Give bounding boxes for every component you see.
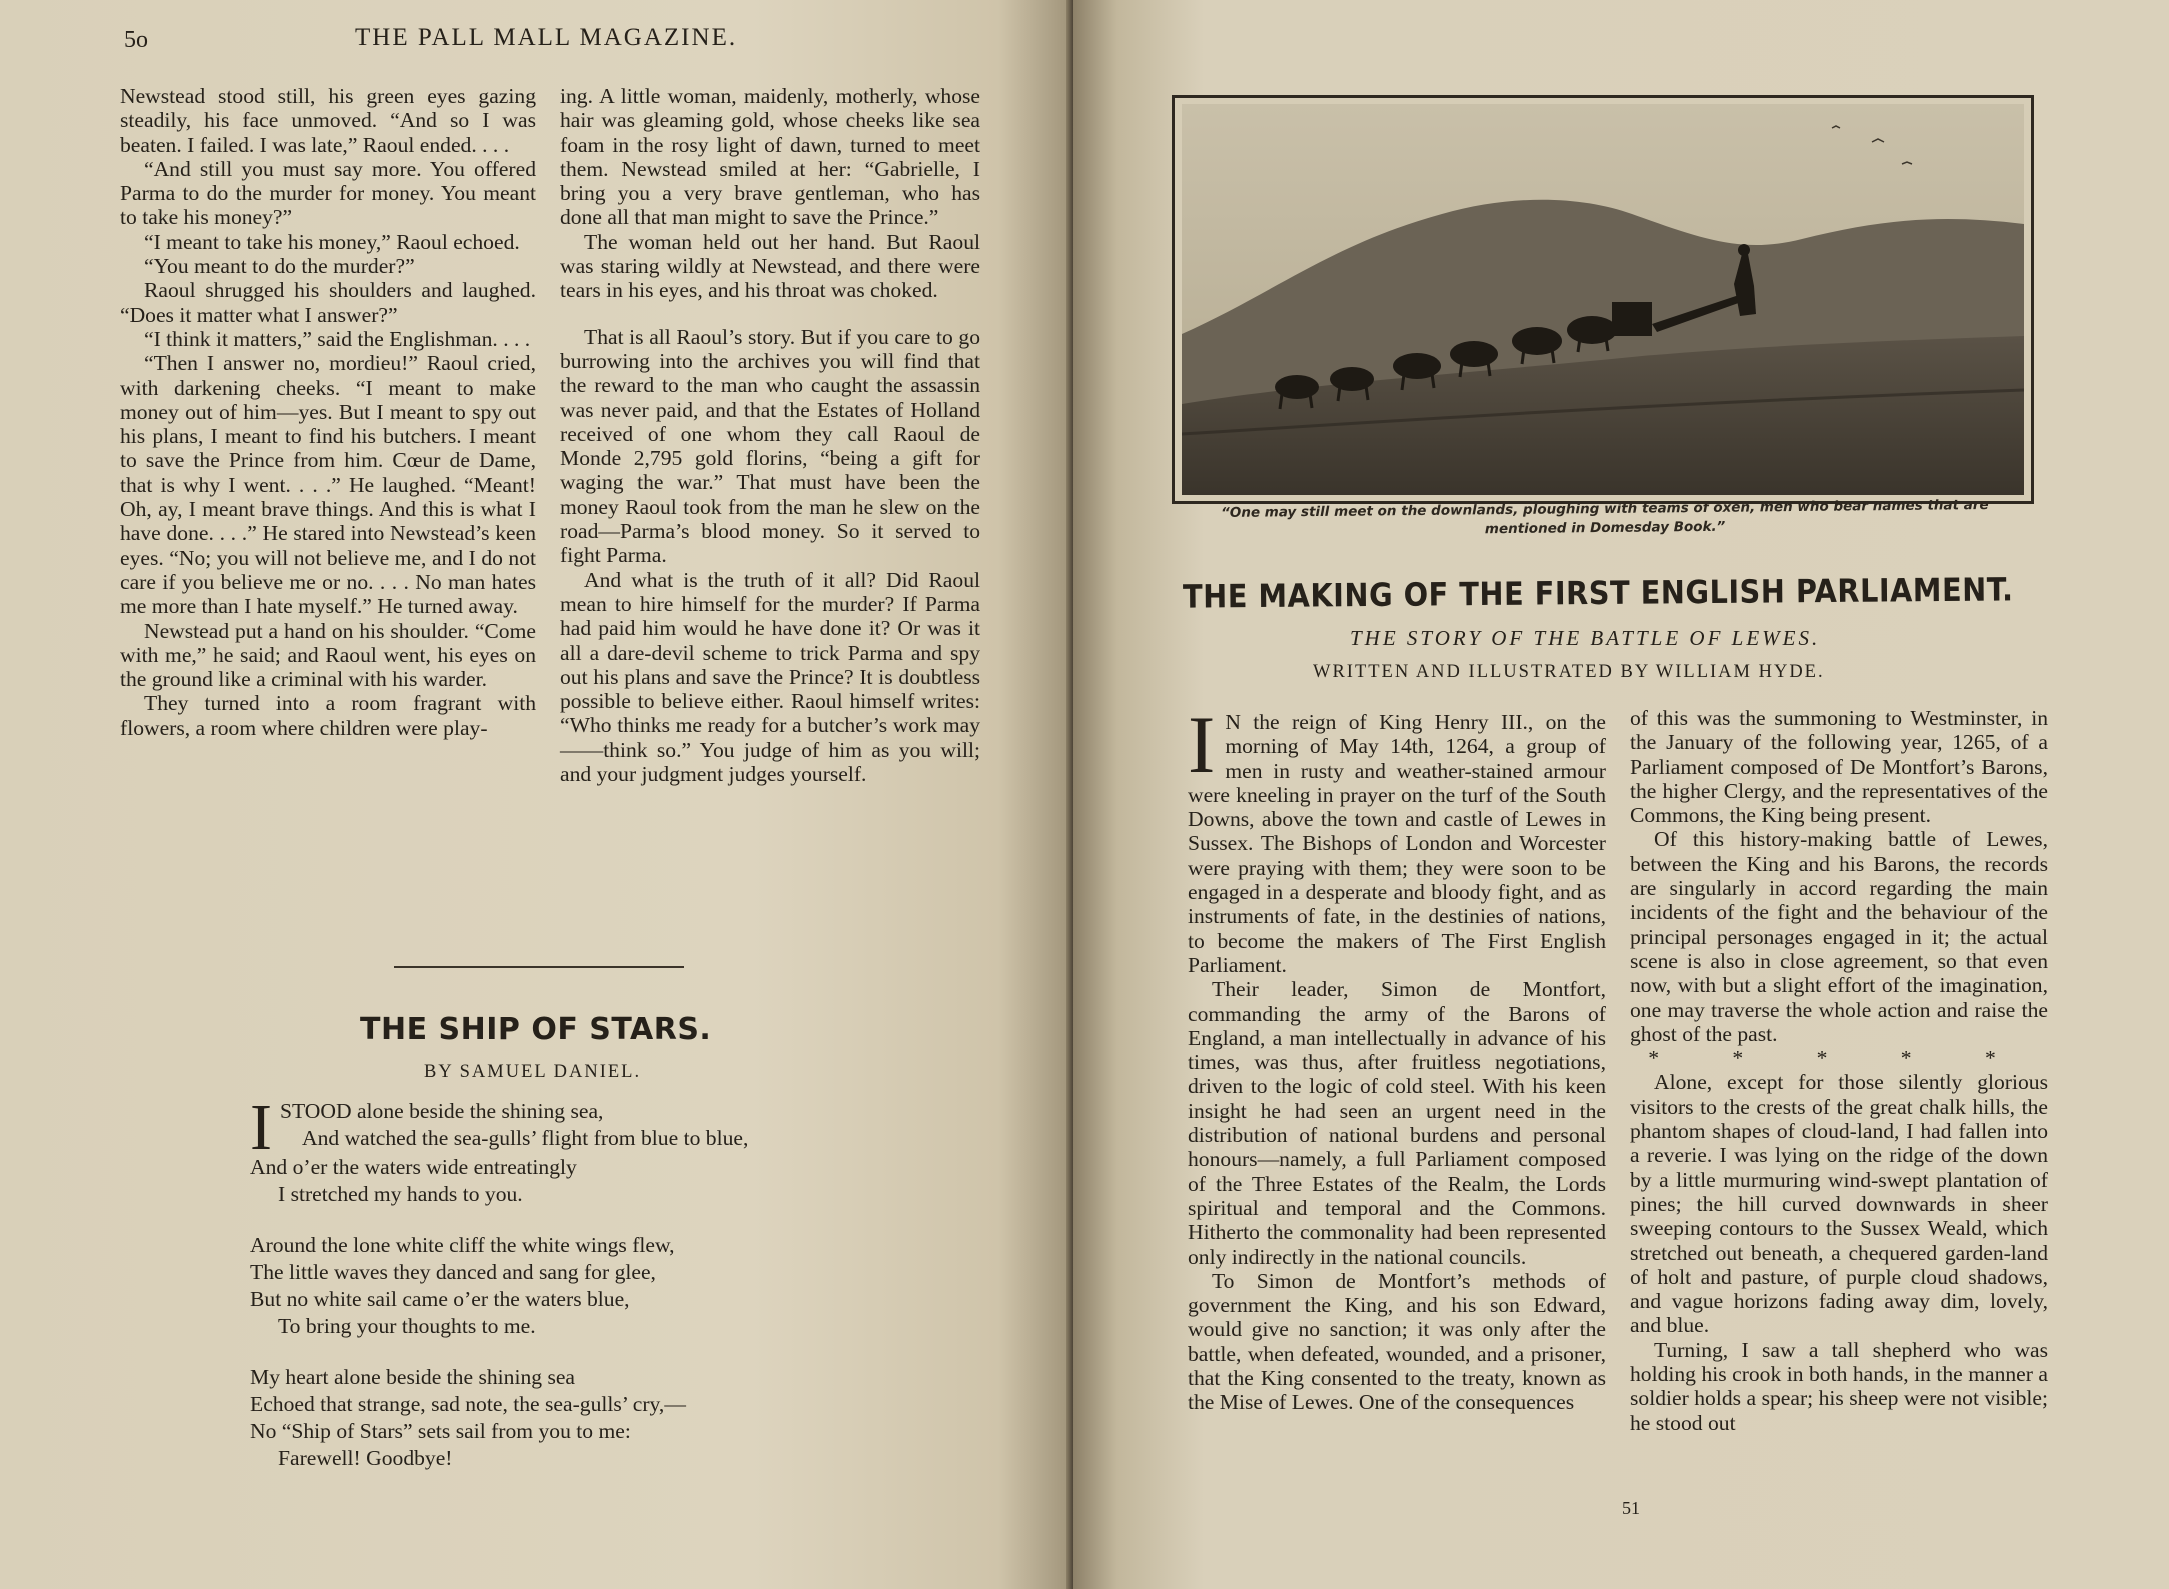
poem-line: And o’er the waters wide entreatingly (250, 1155, 577, 1179)
right-column-2 (1630, 706, 2048, 1435)
paragraph: Alone, except for those silently glorious visitors to the crests of the great chalk hills, the phantom shapes of cloud-land, I had fallen into a reverie. I was lying on the ridge of the down by a little murmuring wind-swept plantation of pines; the hill curved downwards in sheer sweeping contours to the Sussex Weald, which stretched out beneath, a chequered garden-land of holt and pasture, of purple cloud shadows, and vague horizons fading away dim, lovely, and blue. (1630, 1070, 2048, 1338)
poem-byline: BY SAMUEL DANIEL. (424, 1062, 642, 1082)
article-byline: WRITTEN AND ILLUSTRATED BY WILLIAM HYDE. (1313, 662, 1825, 682)
paragraph: They turned into a room fragrant with flowers, a room where children were play- (120, 691, 536, 740)
paragraph: The woman held out her hand. But Raoul was staring wildly at Newstead, and there were tears in his eyes, and his throat was choked. (560, 229, 980, 303)
drop-cap: I (1188, 699, 1216, 790)
paragraph: That is all Raoul’s story. But if you care to go burrowing into the archives you will find that the reward to the man who caught the assassin was never paid, and that the Estates of Holland received of one whom they call Raoul de Monde 2,795 gold florins, “being a gift for waging the war.” That must have been the money Raoul took from the man he slew on the road—Parma’s blood money. So it served to fight Parma. (560, 324, 980, 568)
section-break: * * * * * (1648, 1046, 2030, 1071)
paragraph: And what is the truth of it all? Did Raoul mean to hire himself for the murder? If Parma had paid him would he have done it? Or was it all a dare-devil scheme to trick Parma and spy out his plans and save the Prince? It is doubtless possible to believe either. Raoul himself writes: “Who thinks me ready for a butcher’s work may——think so.” You judge of him as you will; and your judgment judges yourself. (560, 567, 980, 787)
paragraph: ing. A little woman, maidenly, motherly, whose hair was gleaming gold, whose cheeks like sea foam in the rosy light of dawn, turned to meet them. Newstead smiled at her: “Gabrielle, I bring you a very brave gentleman, who has done all that man might to save the Prince.” (560, 84, 980, 230)
article-subtitle: THE STORY OF THE BATTLE OF LEWES. (1350, 626, 1821, 650)
paragraph: “You meant to do the murder?” (144, 254, 415, 279)
paragraph: “I think it matters,” said the Englishman. . . . (144, 326, 531, 351)
poem-line: But no white sail came o’er the waters blue, (250, 1287, 630, 1311)
poem-line: STOOD alone beside the shining sea, (279, 1099, 604, 1123)
drop-cap: I (250, 1091, 272, 1164)
right-column-1 (1188, 699, 1606, 1415)
poem-line: To bring your thoughts to me. (278, 1314, 536, 1338)
page-number-left: 5o (124, 27, 148, 53)
left-page (0, 0, 1073, 1589)
paragraph: Of this history-making battle of Lewes, between the King and his Barons, the records are singularly in accord regarding the main incidents of the fight and the behaviour of the principal personages engaged in it; the actual scene is also in close agreement, so that even now, with but a slight effort of the imagination, one may traverse the whole action and raise the ghost of the past. (1630, 827, 2048, 1046)
paragraph: Raoul shrugged his shoulders and laughed. “Does it matter what I answer?” (120, 278, 536, 327)
paragraph: “Then I answer no, mordieu!” Raoul cried, with darkening cheeks. “I meant to make money out of him—yes. But I meant to spy out his plans, I meant to find his butchers. I meant to save the Prince from him. Cœur de Dame, that is why I went. . . .” He laughed. “Meant! Oh, ay, I meant brave things. And this is what I have done. . . .” He stared into Newstead’s keen eyes. “No; you will not believe me, and I do not care if you believe me or no. . . . No man hates me more than I hate myself.” He turned away. (120, 351, 536, 619)
poem-line: Farewell! Goodbye! (278, 1446, 453, 1470)
article-title: THE MAKING OF THE FIRST ENGLISH PARLIAMENT. (1182, 570, 2014, 616)
paragraph: “I meant to take his money,” Raoul echoed. (144, 229, 520, 254)
paragraph: “And still you must say more. You offered Parma to do the murder for money. You meant to take his money?” (120, 156, 536, 230)
poem-line: My heart alone beside the shining sea (250, 1365, 576, 1389)
paragraph: Turning, I saw a tall shepherd who was holding his crook in both hands, in the manner a soldier holds a spear; his sheep were not visible; he stood out (1630, 1337, 2048, 1435)
ploughing-oxen-illustration (1182, 104, 2024, 495)
poem-line: The little waves they danced and sang for glee, (250, 1260, 656, 1284)
poem-title: THE SHIP OF STARS. (360, 1012, 712, 1047)
poem-line: Echoed that strange, sad note, the sea-gulls’ cry,— (250, 1392, 686, 1416)
illustration-caption: “One may still meet on the downlands, ploughing with teams of oxen, men who bear names that are mentioned in Domesday Book.” (1221, 496, 1989, 538)
poem-line: Around the lone white cliff the white wings flew, (250, 1233, 675, 1257)
left-column-1 (120, 84, 536, 740)
illustration-plate (1172, 95, 2034, 504)
paragraph: Newstead stood still, his green eyes gazing steadily, his face unmoved. “And so I was beaten. I failed. I was late,” Raoul ended. . . . (120, 84, 536, 157)
poem-body (250, 1091, 749, 1472)
running-head: THE PALL MALL MAGAZINE. (355, 24, 738, 51)
page-number-right: 51 (1622, 1498, 1640, 1518)
poem-line: And watched the sea-gulls’ flight from blue to blue, (302, 1126, 749, 1150)
paragraph: Newstead put a hand on his shoulder. “Come with me,” he said; and Raoul went, his eyes on the ground like a criminal with his warder. (120, 618, 536, 692)
poem-line: I stretched my hands to you. (278, 1182, 523, 1206)
paragraph: To Simon de Montfort’s methods of government the King, and his son Edward, would give no sanction; it was only after the battle, when defeated, wounded, and a prisoner, that the King consented to the treaty, known as the Mise of Lewes. One of the consequences (1188, 1268, 1606, 1415)
paragraph: Their leader, Simon de Montfort, commanding the army of the Barons of England, a man intellectually in advance of his times, was thus, after fruitless negotiations, driven to the logic of cold steel. With his keen insight he had seen an urgent need in the distribution of national burdens and personal honours—namely, a full Parliament composed of the Three Estates of the Realm, the Lords spiritual and temporal and the Commons. Hitherto the commonality had been represented only indirectly in the national councils. (1188, 977, 1606, 1269)
poem-line: No “Ship of Stars” sets sail from you to me: (250, 1419, 631, 1443)
left-column-2 (560, 84, 980, 786)
paragraph: of this was the summoning to Westminster, in the January of the following year, 1265, of a Parliament composed of De Montfort’s Barons, the higher Clergy, and the representatives of the Commons, the King being present. (1630, 706, 2048, 828)
section-divider (394, 966, 684, 968)
paragraph: N the reign of King Henry III., on the morning of May 14th, 1264, a group of men in rusty and weather-stained armour were kneeling in prayer on the turf of the South Downs, above the town and castle of Lewes in Sussex. The Bishops of London and Worcester were praying with them; they were soon to be engaged in a desperate and bloody fight, and as instruments of fate, in the destinies of nations, to become the makers of The First English Parliament. (1188, 710, 1606, 977)
